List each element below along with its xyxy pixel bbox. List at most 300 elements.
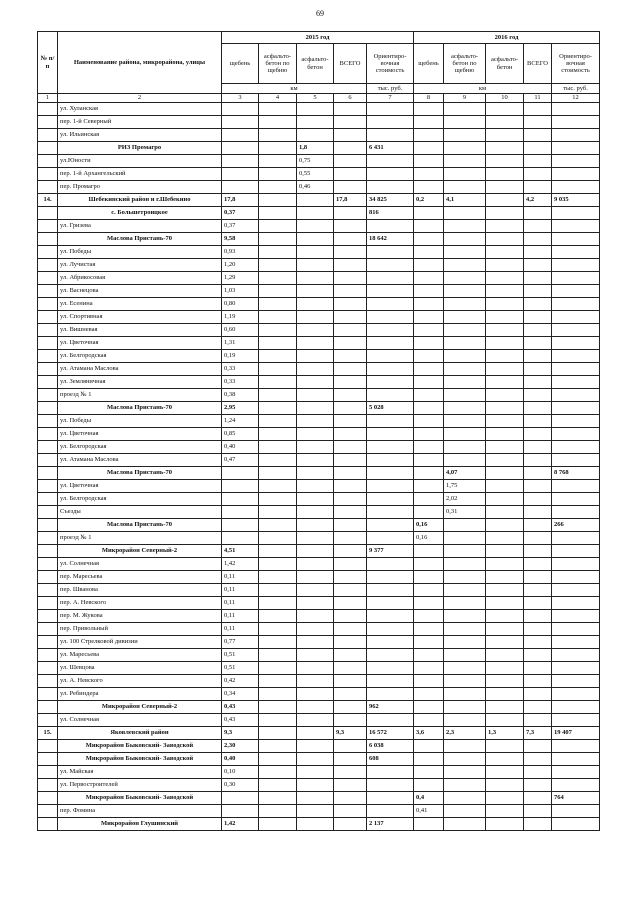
value-cell — [444, 805, 486, 818]
street-name: пер. Шванова — [58, 584, 222, 597]
street-name: ул. Белгородская — [58, 441, 222, 454]
value-cell: 9,58 — [222, 233, 259, 246]
value-cell — [524, 376, 552, 389]
street-name: пер. А. Невского — [58, 597, 222, 610]
value-cell — [334, 558, 367, 571]
table-row — [38, 415, 600, 428]
value-cell — [524, 207, 552, 220]
table-row — [38, 129, 600, 142]
row-number — [38, 493, 58, 506]
value-cell — [524, 168, 552, 181]
value-cell — [334, 363, 367, 376]
value-cell — [297, 415, 334, 428]
street-name: ул. 100 Стрелковой дивизии — [58, 636, 222, 649]
value-cell — [259, 740, 297, 753]
value-cell — [524, 129, 552, 142]
row-number — [38, 441, 58, 454]
value-cell — [486, 220, 524, 233]
value-cell — [297, 324, 334, 337]
value-cell — [524, 623, 552, 636]
value-cell — [486, 623, 524, 636]
value-cell — [297, 792, 334, 805]
value-cell: 0,93 — [222, 246, 259, 259]
street-name: пер. Фомина — [58, 805, 222, 818]
value-cell — [524, 805, 552, 818]
value-cell — [297, 233, 334, 246]
value-cell — [486, 415, 524, 428]
value-cell — [334, 350, 367, 363]
row-number — [38, 766, 58, 779]
value-cell: 1,20 — [222, 259, 259, 272]
value-cell: 1,75 — [444, 480, 486, 493]
value-cell — [552, 259, 600, 272]
value-cell — [297, 597, 334, 610]
value-cell — [259, 129, 297, 142]
value-cell — [259, 142, 297, 155]
value-cell — [297, 337, 334, 350]
row-number — [38, 363, 58, 376]
table-row — [38, 753, 600, 766]
value-cell — [414, 636, 444, 649]
value-cell — [414, 454, 444, 467]
row-number — [38, 584, 58, 597]
value-cell — [552, 233, 600, 246]
value-cell — [259, 350, 297, 363]
value-cell: 0,43 — [222, 701, 259, 714]
value-cell — [444, 584, 486, 597]
table-row — [38, 571, 600, 584]
value-cell — [367, 623, 414, 636]
value-cell — [444, 142, 486, 155]
value-cell — [524, 792, 552, 805]
value-cell — [259, 727, 297, 740]
value-cell — [222, 532, 259, 545]
value-cell — [414, 155, 444, 168]
street-name: ул. Цветочная — [58, 428, 222, 441]
value-cell — [486, 805, 524, 818]
value-cell — [524, 740, 552, 753]
value-cell — [486, 688, 524, 701]
value-cell — [524, 324, 552, 337]
value-cell — [222, 116, 259, 129]
value-cell — [414, 766, 444, 779]
row-number — [38, 324, 58, 337]
district-name: Микрорайон Быковский- Заводской — [58, 753, 222, 766]
street-name: проезд № 1 — [58, 532, 222, 545]
value-cell — [297, 506, 334, 519]
value-cell — [486, 480, 524, 493]
value-cell — [524, 467, 552, 480]
value-cell — [552, 415, 600, 428]
value-cell — [552, 298, 600, 311]
value-cell — [259, 168, 297, 181]
value-cell — [259, 584, 297, 597]
value-cell — [444, 779, 486, 792]
row-number: 15. — [38, 727, 58, 740]
value-cell — [334, 454, 367, 467]
value-cell — [444, 597, 486, 610]
value-cell — [486, 233, 524, 246]
value-cell — [414, 272, 444, 285]
value-cell — [552, 701, 600, 714]
value-cell — [259, 181, 297, 194]
value-cell: 608 — [367, 753, 414, 766]
value-cell — [414, 662, 444, 675]
value-cell — [486, 584, 524, 597]
value-cell — [414, 181, 444, 194]
table-row — [38, 662, 600, 675]
value-cell — [334, 688, 367, 701]
value-cell: 0,10 — [222, 766, 259, 779]
value-cell — [334, 766, 367, 779]
value-cell — [414, 597, 444, 610]
value-cell — [414, 714, 444, 727]
value-cell — [297, 454, 334, 467]
value-cell — [524, 506, 552, 519]
value-cell — [552, 610, 600, 623]
table-row — [38, 584, 600, 597]
value-cell — [444, 103, 486, 116]
street-name: Съезды — [58, 506, 222, 519]
value-cell: 3,6 — [414, 727, 444, 740]
value-cell — [367, 506, 414, 519]
value-cell — [259, 415, 297, 428]
value-cell — [414, 675, 444, 688]
table-row — [38, 311, 600, 324]
value-cell — [259, 233, 297, 246]
value-cell: 0,42 — [222, 675, 259, 688]
value-cell — [367, 649, 414, 662]
header-unit-rub: тыс. руб. — [367, 84, 414, 94]
value-cell — [524, 597, 552, 610]
value-cell — [524, 155, 552, 168]
value-cell — [524, 688, 552, 701]
value-cell — [334, 428, 367, 441]
value-cell — [552, 558, 600, 571]
value-cell — [552, 545, 600, 558]
value-cell — [444, 129, 486, 142]
district-name: Маслова Пристань-70 — [58, 519, 222, 532]
value-cell — [486, 675, 524, 688]
value-cell — [486, 493, 524, 506]
value-cell — [444, 298, 486, 311]
col-index: 7 — [367, 94, 414, 103]
value-cell — [552, 155, 600, 168]
value-cell — [444, 233, 486, 246]
value-cell — [414, 623, 444, 636]
street-name: пер. 1-й Северный — [58, 116, 222, 129]
value-cell: 4,1 — [444, 194, 486, 207]
value-cell — [524, 181, 552, 194]
value-cell — [552, 623, 600, 636]
value-cell — [414, 688, 444, 701]
value-cell — [297, 714, 334, 727]
district-name: Маслова Пристань-70 — [58, 233, 222, 246]
value-cell — [259, 506, 297, 519]
value-cell: 0,55 — [297, 168, 334, 181]
value-cell — [524, 701, 552, 714]
district-name: Микрорайон Быковский- Заводской — [58, 740, 222, 753]
table-row — [38, 376, 600, 389]
value-cell — [486, 272, 524, 285]
value-cell — [414, 298, 444, 311]
value-cell — [334, 675, 367, 688]
value-cell — [486, 649, 524, 662]
value-cell — [367, 688, 414, 701]
row-number — [38, 181, 58, 194]
table-row — [38, 701, 600, 714]
value-cell — [259, 428, 297, 441]
value-cell — [444, 116, 486, 129]
value-cell — [334, 207, 367, 220]
value-cell — [414, 480, 444, 493]
value-cell — [552, 480, 600, 493]
col-index: 8 — [414, 94, 444, 103]
value-cell — [486, 168, 524, 181]
value-cell — [334, 168, 367, 181]
table-row — [38, 493, 600, 506]
value-cell — [444, 558, 486, 571]
value-cell — [297, 402, 334, 415]
value-cell — [367, 480, 414, 493]
street-name: ул. Гризева — [58, 220, 222, 233]
street-name: ул. Ильинская — [58, 129, 222, 142]
value-cell — [367, 389, 414, 402]
value-cell: 9,3 — [222, 727, 259, 740]
value-cell — [367, 636, 414, 649]
value-cell — [334, 584, 367, 597]
row-number — [38, 636, 58, 649]
value-cell — [259, 571, 297, 584]
value-cell — [524, 714, 552, 727]
value-cell — [222, 792, 259, 805]
value-cell — [297, 441, 334, 454]
value-cell: 0,75 — [297, 155, 334, 168]
value-cell — [414, 441, 444, 454]
value-cell: 0,51 — [222, 649, 259, 662]
table-row — [38, 272, 600, 285]
value-cell — [552, 571, 600, 584]
value-cell — [222, 480, 259, 493]
header-name: Наименование района, микрорайона, улицы — [58, 32, 222, 94]
value-cell: 2,3 — [444, 727, 486, 740]
row-number — [38, 805, 58, 818]
district-name: Маслова Пристань-70 — [58, 402, 222, 415]
value-cell — [334, 246, 367, 259]
row-number — [38, 701, 58, 714]
value-cell — [297, 610, 334, 623]
value-cell — [444, 454, 486, 467]
row-number — [38, 818, 58, 831]
value-cell — [524, 246, 552, 259]
value-cell: 1,19 — [222, 311, 259, 324]
value-cell — [414, 129, 444, 142]
value-cell — [334, 272, 367, 285]
row-number — [38, 103, 58, 116]
value-cell — [414, 350, 444, 363]
table-row — [38, 441, 600, 454]
value-cell — [297, 220, 334, 233]
table-row — [38, 766, 600, 779]
value-cell — [552, 688, 600, 701]
value-cell — [259, 220, 297, 233]
value-cell — [486, 532, 524, 545]
value-cell — [334, 714, 367, 727]
value-cell — [524, 142, 552, 155]
table-row — [38, 168, 600, 181]
row-number — [38, 740, 58, 753]
value-cell — [414, 415, 444, 428]
value-cell — [444, 324, 486, 337]
value-cell — [334, 116, 367, 129]
value-cell — [444, 610, 486, 623]
value-cell — [367, 181, 414, 194]
table-row — [38, 246, 600, 259]
value-cell — [486, 779, 524, 792]
value-cell — [552, 805, 600, 818]
value-cell — [524, 480, 552, 493]
row-number — [38, 220, 58, 233]
value-cell: 0,11 — [222, 623, 259, 636]
value-cell — [414, 753, 444, 766]
value-cell — [486, 441, 524, 454]
value-cell — [524, 259, 552, 272]
district-name: Яковлевский район — [58, 727, 222, 740]
value-cell — [259, 285, 297, 298]
value-cell — [297, 389, 334, 402]
value-cell: 0,11 — [222, 597, 259, 610]
value-cell — [334, 129, 367, 142]
value-cell — [297, 662, 334, 675]
value-cell — [259, 194, 297, 207]
value-cell — [524, 415, 552, 428]
value-cell — [486, 103, 524, 116]
value-cell — [367, 272, 414, 285]
header-unit-km: км — [222, 84, 367, 94]
value-cell — [367, 558, 414, 571]
value-cell — [444, 389, 486, 402]
value-cell — [259, 610, 297, 623]
value-cell — [297, 272, 334, 285]
value-cell — [222, 168, 259, 181]
value-cell — [552, 272, 600, 285]
value-cell — [552, 493, 600, 506]
street-name: пер. М. Жукова — [58, 610, 222, 623]
value-cell — [486, 142, 524, 155]
street-name: ул. Ребиндера — [58, 688, 222, 701]
value-cell — [297, 129, 334, 142]
row-number — [38, 428, 58, 441]
value-cell: 34 825 — [367, 194, 414, 207]
value-cell — [297, 363, 334, 376]
value-cell — [552, 714, 600, 727]
value-cell — [259, 779, 297, 792]
value-cell: 962 — [367, 701, 414, 714]
value-cell — [444, 636, 486, 649]
value-cell — [444, 311, 486, 324]
header-sub: асфальто-бетон — [486, 44, 524, 84]
value-cell — [486, 337, 524, 350]
value-cell — [414, 649, 444, 662]
value-cell — [486, 519, 524, 532]
value-cell — [486, 558, 524, 571]
row-number — [38, 649, 58, 662]
value-cell — [259, 805, 297, 818]
value-cell — [259, 662, 297, 675]
row-number — [38, 545, 58, 558]
value-cell — [486, 259, 524, 272]
value-cell — [297, 623, 334, 636]
value-cell — [486, 467, 524, 480]
row-number — [38, 623, 58, 636]
table-row — [38, 519, 600, 532]
value-cell — [297, 350, 334, 363]
table-row — [38, 558, 600, 571]
value-cell — [334, 389, 367, 402]
value-cell — [552, 389, 600, 402]
table-row — [38, 688, 600, 701]
value-cell: 2 137 — [367, 818, 414, 831]
value-cell — [297, 818, 334, 831]
value-cell — [297, 571, 334, 584]
value-cell — [334, 181, 367, 194]
value-cell — [297, 480, 334, 493]
street-name: ул. Белгородская — [58, 493, 222, 506]
value-cell — [334, 753, 367, 766]
value-cell — [297, 779, 334, 792]
value-cell — [334, 233, 367, 246]
value-cell: 816 — [367, 207, 414, 220]
value-cell — [524, 389, 552, 402]
value-cell — [222, 103, 259, 116]
value-cell — [552, 207, 600, 220]
value-cell — [524, 519, 552, 532]
value-cell — [444, 259, 486, 272]
row-number — [38, 116, 58, 129]
table-row — [38, 337, 600, 350]
table-row — [38, 597, 600, 610]
value-cell — [414, 285, 444, 298]
value-cell — [524, 766, 552, 779]
street-name: ул. Майская — [58, 766, 222, 779]
value-cell — [297, 298, 334, 311]
value-cell — [222, 129, 259, 142]
value-cell — [486, 207, 524, 220]
value-cell: 2,95 — [222, 402, 259, 415]
street-name: ул. Цветочная — [58, 337, 222, 350]
value-cell: 764 — [552, 792, 600, 805]
value-cell — [334, 220, 367, 233]
value-cell — [367, 493, 414, 506]
value-cell — [552, 753, 600, 766]
value-cell — [334, 571, 367, 584]
value-cell — [367, 675, 414, 688]
value-cell: 0,38 — [222, 389, 259, 402]
value-cell: 0,11 — [222, 584, 259, 597]
value-cell — [222, 506, 259, 519]
value-cell — [524, 818, 552, 831]
value-cell — [334, 740, 367, 753]
value-cell: 0,41 — [414, 805, 444, 818]
value-cell — [552, 532, 600, 545]
value-cell — [334, 597, 367, 610]
value-cell — [486, 285, 524, 298]
value-cell — [334, 155, 367, 168]
value-cell — [259, 597, 297, 610]
value-cell: 17,8 — [334, 194, 367, 207]
value-cell — [222, 493, 259, 506]
table-row — [38, 740, 600, 753]
